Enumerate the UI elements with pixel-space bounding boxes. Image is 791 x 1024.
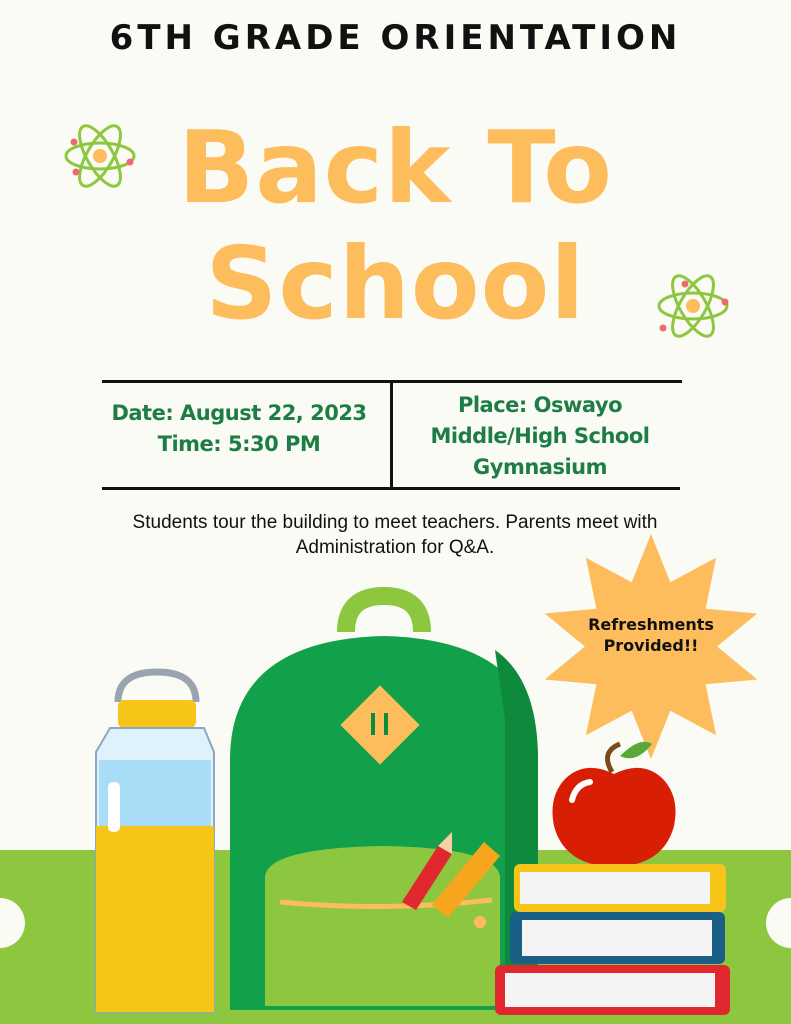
backpack-illustration [230, 596, 538, 1010]
info-vertical-divider [390, 380, 393, 490]
title-line-2: School [205, 225, 586, 342]
refreshments-badge [560, 614, 742, 656]
title-line-1: Back To [178, 109, 613, 226]
place-line-2: Middle/High School [430, 424, 650, 448]
place-block [405, 390, 675, 483]
event-time: Time: 5:30 PM [157, 432, 321, 456]
event-date: Date: August 22, 2023 [111, 401, 367, 425]
place-line-1: Place: Oswayo [457, 393, 623, 417]
water-bottle-illustration [96, 672, 214, 1012]
event-description: Students tour the building to meet teachers. Parents meet with Administration for Q&A. [132, 512, 658, 558]
books-illustration [495, 864, 730, 1015]
badge-line-2: Provided!! [603, 636, 699, 655]
badge-line-1: Refreshments [588, 615, 714, 634]
school-supplies-illustration [0, 530, 791, 1024]
apple-illustration [553, 742, 676, 864]
date-time-block [92, 398, 386, 460]
place-line-3: Gymnasium [473, 455, 607, 479]
page-heading: 6TH GRADE ORIENTATION [109, 18, 682, 58]
